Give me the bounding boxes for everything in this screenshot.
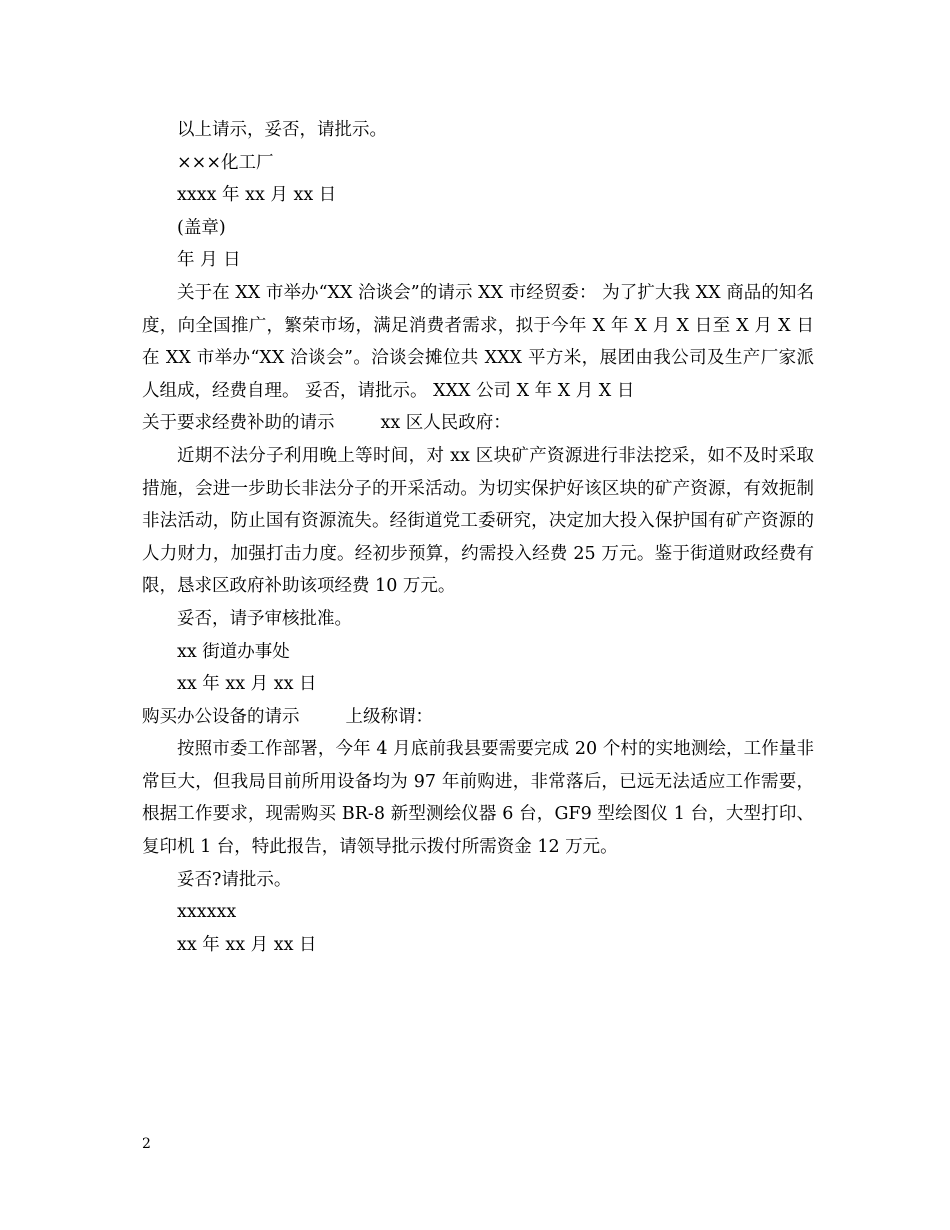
equipment-date: xx 年 xx 月 xx 日	[177, 934, 317, 955]
equipment-request-heading	[142, 701, 814, 734]
subsidy-date: xx 年 xx 月 xx 日	[177, 674, 317, 695]
trade-fair-request-paragraph: 关于在 XX 市举办“XX 洽谈会”的请示 XX 市经贸委： 为了扩大我 XX 商品的知名度，向全国推广，繁荣市场，满足消费者需求，拟于今年 X 年 X 月 X 日至 X 月 X 日在 XX 市举办“XX 洽谈会”。洽谈会摊位共 XXX 平方米，展团由我公司及生产厂家派人组成，经费自理。 妥否，请批示。 XXX 公司 X 年 X 月 X 日	[142, 282, 814, 401]
document-body	[142, 114, 814, 961]
subsidy-request-recipient: xx 区人民政府：	[380, 413, 511, 434]
equipment-request-paragraph: 按照市委工作部署，今年 4 月底前我县要需要完成 20 个村的实地测绘，工作量非常巨大，但我局目前所用设备均为 97 年前购进，非常落后，已远无法适应工作需要，根据工作要求，现需购买 BR-8 新型测绘仪器 6 台，GF9 型绘图仪 1 台，大型打印、复印机 1 台，特此报告，请领导批示拨付所需资金 12 万元。	[142, 739, 814, 858]
sender-date: xxxx 年 xx 月 xx 日	[177, 185, 337, 206]
page-number: 2	[142, 1136, 151, 1152]
subsidy-request-title: 关于要求经费补助的请示	[142, 413, 335, 434]
subsidy-sender: xx 街道办事处	[177, 641, 290, 662]
seal-note: (盖章)	[177, 217, 226, 238]
equipment-request-title: 购买办公设备的请示	[142, 706, 300, 727]
subsidy-approval-line: 妥否，请予审核批准。	[177, 608, 352, 629]
date-placeholder: 年 月 日	[177, 250, 241, 271]
equipment-sender: xxxxxx	[177, 902, 237, 923]
sender-organization: ×××化工厂	[177, 152, 274, 173]
closing-request-line: 以上请示，妥否，请批示。	[177, 120, 387, 140]
subsidy-request-paragraph: 近期不法分子利用晚上等时间，对 xx 区块矿产资源进行非法挖采，如不及时采取措施，会进一步助长非法分子的开采活动。为切实保护好该区块的矿产资源，有效扼制非法活动，防止国有资源流失。经街道党工委研究，决定加大投入保护国有矿产资源的人力财力，加强打击力度。经初步预算，约需投入经费 25 万元。鉴于街道财政经费有限，恳求区政府补助该项经费 10 万元。	[142, 445, 814, 597]
subsidy-request-heading	[142, 407, 814, 440]
equipment-approval-line: 妥否?请批示。	[177, 869, 292, 890]
equipment-request-recipient: 上级称谓：	[345, 706, 433, 727]
